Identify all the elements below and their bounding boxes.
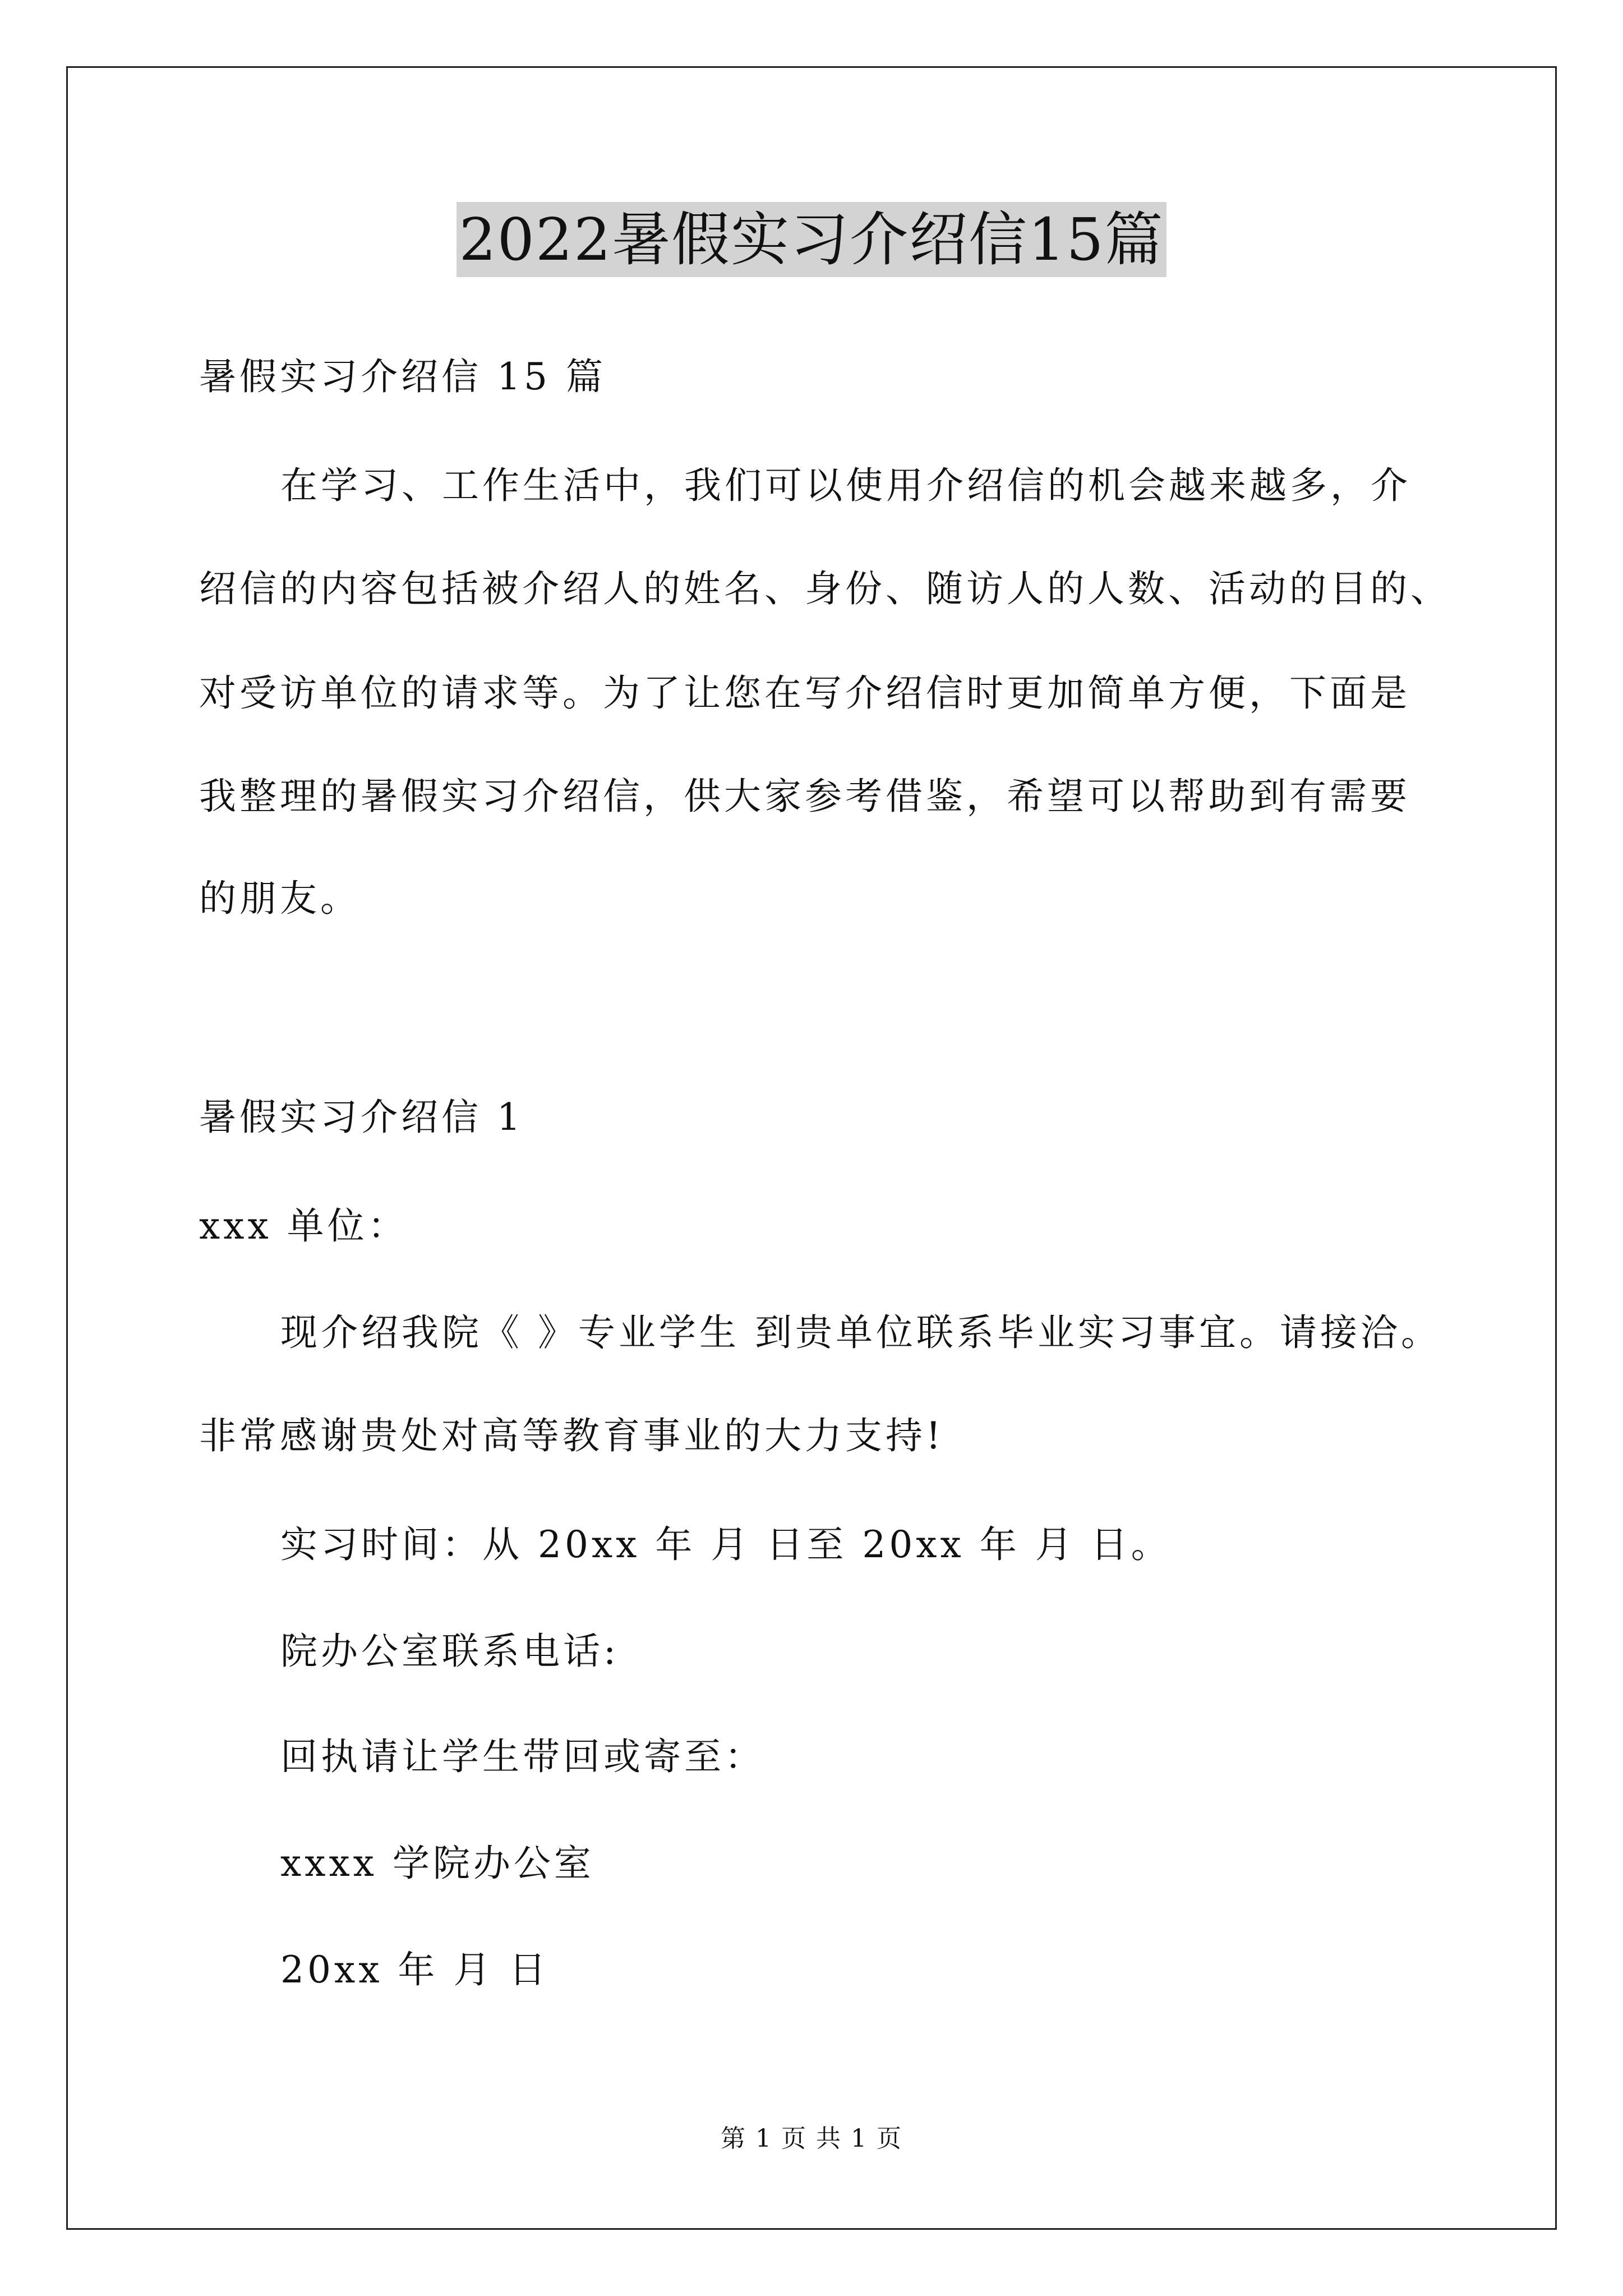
- receipt-instruction: 回执请让学生带回或寄至：: [280, 1735, 765, 1778]
- page-footer: 第 1 页 共 1 页: [721, 2124, 902, 2153]
- intro-line-1: 在学习、工作生活中，我们可以使用介绍信的机会越来越多，介: [280, 464, 1411, 507]
- body-line-2: 非常感谢贵处对高等教育事业的大力支持!: [199, 1414, 944, 1457]
- document-subtitle: 暑假实习介绍信 15 篇: [199, 355, 606, 398]
- document-title: [0, 203, 1623, 276]
- body-line-1: 现介绍我院《 》专业学生 到贵单位联系毕业实习事宜。请接洽。: [280, 1311, 1441, 1354]
- office-phone: 院办公室联系电话:: [280, 1630, 620, 1673]
- section-heading: 暑假实习介绍信 1: [199, 1096, 524, 1139]
- intro-line-5: 的朋友。: [199, 877, 361, 920]
- intro-line-3: 对受访单位的请求等。为了让您在写介绍信时更加简单方便，下面是: [199, 671, 1410, 715]
- issue-date: 20xx 年 月 日: [280, 1948, 550, 1991]
- intro-line-2: 绍信的内容包括被介绍人的姓名、身份、随访人的人数、活动的目的、: [199, 567, 1451, 610]
- issuing-office: xxxx 学院办公室: [280, 1842, 594, 1885]
- intro-line-4: 我整理的暑假实习介绍信，供大家参考借鉴，希望可以帮助到有需要: [199, 775, 1410, 818]
- salutation: xxx 单位：: [199, 1204, 408, 1248]
- document-title-text: 2022暑假实习介绍信15篇: [457, 202, 1166, 277]
- internship-period: 实习时间：从 20xx 年 月 日至 20xx 年 月 日。: [280, 1523, 1172, 1566]
